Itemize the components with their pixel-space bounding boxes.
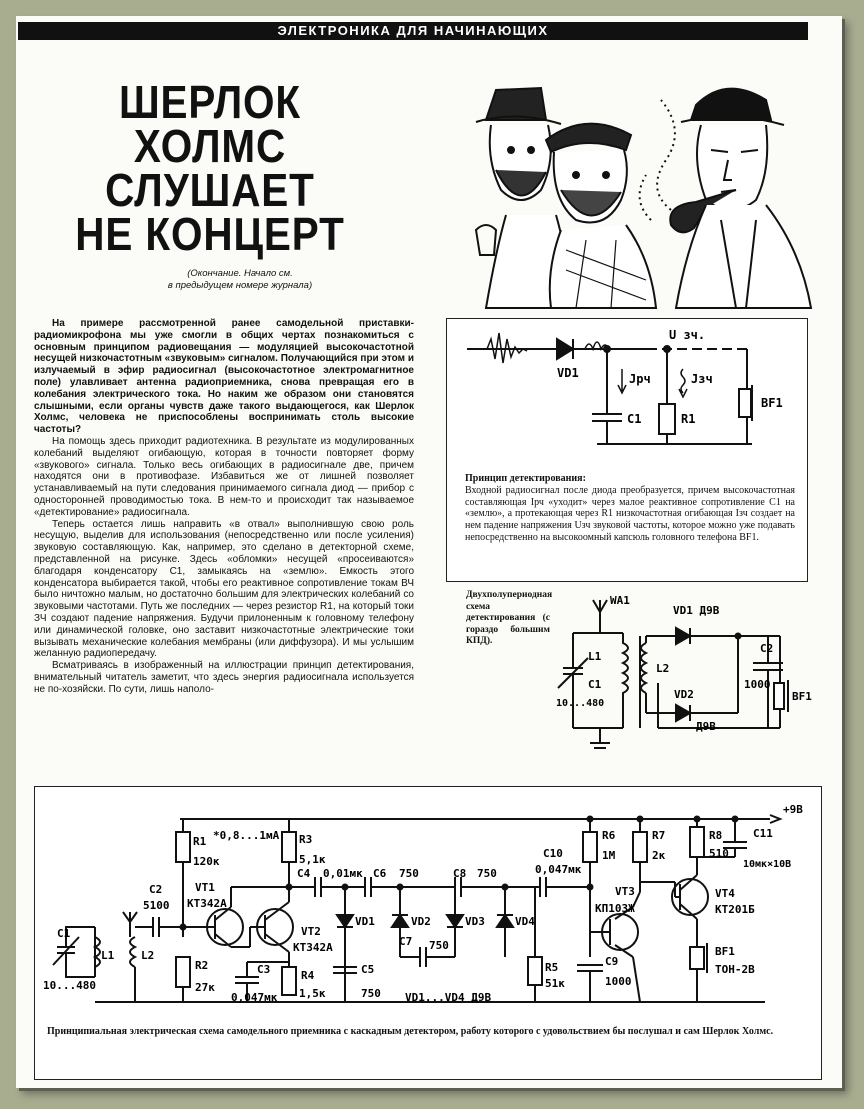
label-r4-value: 1,5к — [299, 987, 326, 1000]
label-c3-value: 0,047мк — [231, 991, 278, 1004]
label-vt4: VT4 — [715, 887, 735, 900]
label-r2: R2 — [195, 959, 209, 972]
label-r5: R5 — [545, 961, 559, 974]
receiver-schematic — [35, 787, 821, 1019]
label-c3: C3 — [257, 963, 271, 976]
detection-principle-figure — [446, 318, 808, 582]
label-c6: C6 — [373, 867, 387, 880]
label-vd1: VD1 Д9В — [673, 604, 720, 617]
title-line: СЛУШАЕТ — [105, 164, 315, 216]
label-c1-value: 10...480 — [43, 979, 96, 992]
detector-circuit — [447, 319, 807, 469]
label-l1: L1 — [588, 650, 602, 663]
label-c11-value: 10мк×10В — [743, 859, 792, 870]
label-vt3: VT3 — [615, 885, 635, 898]
label-vd1: VD1 — [557, 366, 579, 380]
label-bf1: BF1 — [715, 945, 735, 958]
label-r5-value: 51к — [545, 977, 565, 990]
article-title — [60, 76, 359, 260]
title-line: ХОЛМС — [133, 120, 287, 172]
label-r1: R1 — [193, 835, 207, 848]
body-paragraph: На помощь здесь приходит радиотехника. В результате из модулированных колебаний выделяют огибающую, которая в точности повторяет форму «звукового» сигнала. Только весь огибающих в радиосигнале две, причем находятся они в противофазе. Избавиться же от лишней позволяет устанавливаемый на пути следования принимаемого сигнала диод — прибор с односторонней проводимостью тока. В нем-то и происходит так называемое «детектирование» радиосигнала. — [34, 435, 414, 518]
article-body — [34, 318, 414, 696]
label-wa1: WA1 — [610, 594, 630, 607]
label-vd2: VD2 — [674, 688, 694, 701]
caption-text: Входной радиосигнал после диода преобразуется, причем высокочастотная составляющая Iрч «уходит» через малое реактивное сопротивление С1 на «землю», а протекающая через R1 низкочастотная огибающая Iзч создает на нем падение напряжения Uзч звуковой частоты, которое можно уже подавать непосредственно на высокоомный капсюль головного телефона BF1. — [465, 484, 795, 543]
label-c9-value: 1000 — [605, 975, 632, 988]
label-vd4: VD4 — [515, 915, 535, 928]
body-paragraph: Всматриваясь в изображенный на иллюстрации принцип детектирования, внимательный читатель заметит, что здесь энергия радиосигнала используется не по-хозяйски. По сути, лишь наполо- — [34, 660, 414, 695]
figure-caption — [465, 473, 795, 544]
schematic-caption: Принципиальная электрическая схема самодельного приемника с каскадным детектором, работу которого с удовольствием бы послушал и сам Шерлок Холмс. — [47, 1026, 774, 1037]
label-vd3: VD3 — [465, 915, 485, 928]
label-l1: L1 — [101, 949, 115, 962]
label-c5-value: 750 — [361, 987, 381, 1000]
label-c8: C8 — [453, 867, 467, 880]
label-vd1: VD1 — [355, 915, 375, 928]
label-r1-note: *0,8...1мА — [213, 829, 280, 842]
article-subtitle: (Окончание. Начало см. в предыдущем номере журнала) — [167, 268, 313, 291]
label-c7-value: 750 — [429, 939, 449, 952]
label-c6-value: 750 — [399, 867, 419, 880]
label-c2-value: 1000 — [744, 678, 771, 691]
label-vd2: VD2 — [411, 915, 431, 928]
label-r7: R7 — [652, 829, 666, 842]
label-c2: C2 — [149, 883, 163, 896]
label-vt2: VT2 — [301, 925, 321, 938]
label-c1: C1 — [627, 412, 642, 426]
label-vt1-type: КТ342А — [187, 897, 227, 910]
label-r8-value: 510 — [709, 847, 729, 860]
label-vt3-type: КП103Ж — [595, 902, 635, 915]
label-c10: C10 — [543, 847, 563, 860]
label-r1-value: 120к — [193, 855, 220, 868]
label-r3-value: 5,1к — [299, 853, 326, 866]
label-l2: L2 — [141, 949, 155, 962]
label-c4: C4 — [297, 867, 311, 880]
section-header: ЭЛЕКТРОНИКА ДЛЯ НАЧИНАЮЩИХ — [18, 22, 808, 40]
label-c10-value: 0,047мк — [535, 863, 582, 876]
label-c1-value: 10...480 — [556, 698, 605, 709]
label-c7: C7 — [399, 935, 413, 948]
label-r1: R1 — [681, 412, 696, 426]
label-bf1-type: ТОН-2В — [715, 963, 755, 976]
label-vt4-type: КТ201Б — [715, 903, 755, 916]
detectives-illustration — [466, 80, 816, 310]
label-vd-note: VD1...VD4 Д9В — [405, 991, 492, 1004]
label-r3: R3 — [299, 833, 313, 846]
label-c9: C9 — [605, 955, 619, 968]
label-c1: C1 — [57, 927, 71, 940]
label-c5: C5 — [361, 963, 375, 976]
label-c1: C1 — [588, 678, 602, 691]
label-c8-value: 750 — [477, 867, 497, 880]
label-l2: L2 — [656, 662, 670, 675]
label-c2: C2 — [760, 642, 774, 655]
label-r6-value: 1М — [602, 849, 616, 862]
label-bf1: BF1 — [792, 690, 812, 703]
label-vd2-type: Д9В — [696, 720, 716, 733]
label-c11: C11 — [753, 827, 773, 840]
label-j3ch: Jзч — [691, 372, 713, 386]
label-r8: R8 — [709, 829, 723, 842]
label-jrch: Jрч — [629, 372, 651, 386]
label-u3ch: U зч. — [669, 328, 706, 342]
fullwave-caption: Двухполупериодная схема детектирования (с гораздо большим КПД). — [466, 590, 553, 646]
title-line: ШЕРЛОК — [118, 76, 301, 128]
label-c4-value: 0,01мк — [323, 867, 363, 880]
label-vt1: VT1 — [195, 881, 215, 894]
body-paragraph: Теперь остается лишь направить «в отвал» выполнившую свою роль несущую, выделив для использования (непосредственно или после усиления) звуковую составляющую. Как, например, это сделано в детекторной схеме, представленной на рисунке. Здесь «обломки» несущей «просеиваются» благодаря конденсатору С1, замыкаясь на «землю». Емкость этого конденсатора выбирается такой, чтобы его реактивное сопротивление токам ВЧ было ничтожно малым, но достаточно большим для электрических колебаний со звуковыми частотами. Путь же последних — через резистор R1, на который токи ЗЧ создают падение напряжения. Будучи прилоненным к головному телефону или динамической головке, оно заставит низкочастотные электрические токи вызывать механические колебания мембраны (или диффузора). И мы услышим желанную радиопередачу. — [34, 518, 414, 660]
body-paragraph: На примере рассмотренной ранее самодельной приставки-радиомикрофона мы уже смогли в общих чертах познакомиться с основным принципом радиовещания — модуляцией высокочастотной несущей низкочастотным «звуковым» сигналом. Получающийся при этом и излучаемый в эфир радиосигнал (высокочастотное электромагнитное поле) улавливает антенна радиоприемника, снова превращая его в колебания электрического тока. Но наким же образом они становятся слышными, если органы чувств даже такого выдающегося, как Шерлок Холмс, человека не приспособлены воспринимать столь высокие частоты? — [34, 318, 414, 436]
caption-heading: Принцип детектирования: — [465, 473, 586, 484]
label-vt2-type: КТ342А — [293, 941, 333, 954]
label-r6: R6 — [602, 829, 616, 842]
title-line: НЕ КОНЦЕРТ — [75, 208, 345, 260]
label-r4: R4 — [301, 969, 315, 982]
label-bf1: BF1 — [761, 396, 783, 410]
label-c2-value: 5100 — [143, 899, 170, 912]
label-r2-value: 27к — [195, 981, 215, 994]
receiver-schematic-figure — [34, 786, 822, 1080]
label-supply: +9В — [783, 803, 803, 816]
fullwave-detector-circuit — [548, 588, 818, 768]
label-r7-value: 2к — [652, 849, 666, 862]
